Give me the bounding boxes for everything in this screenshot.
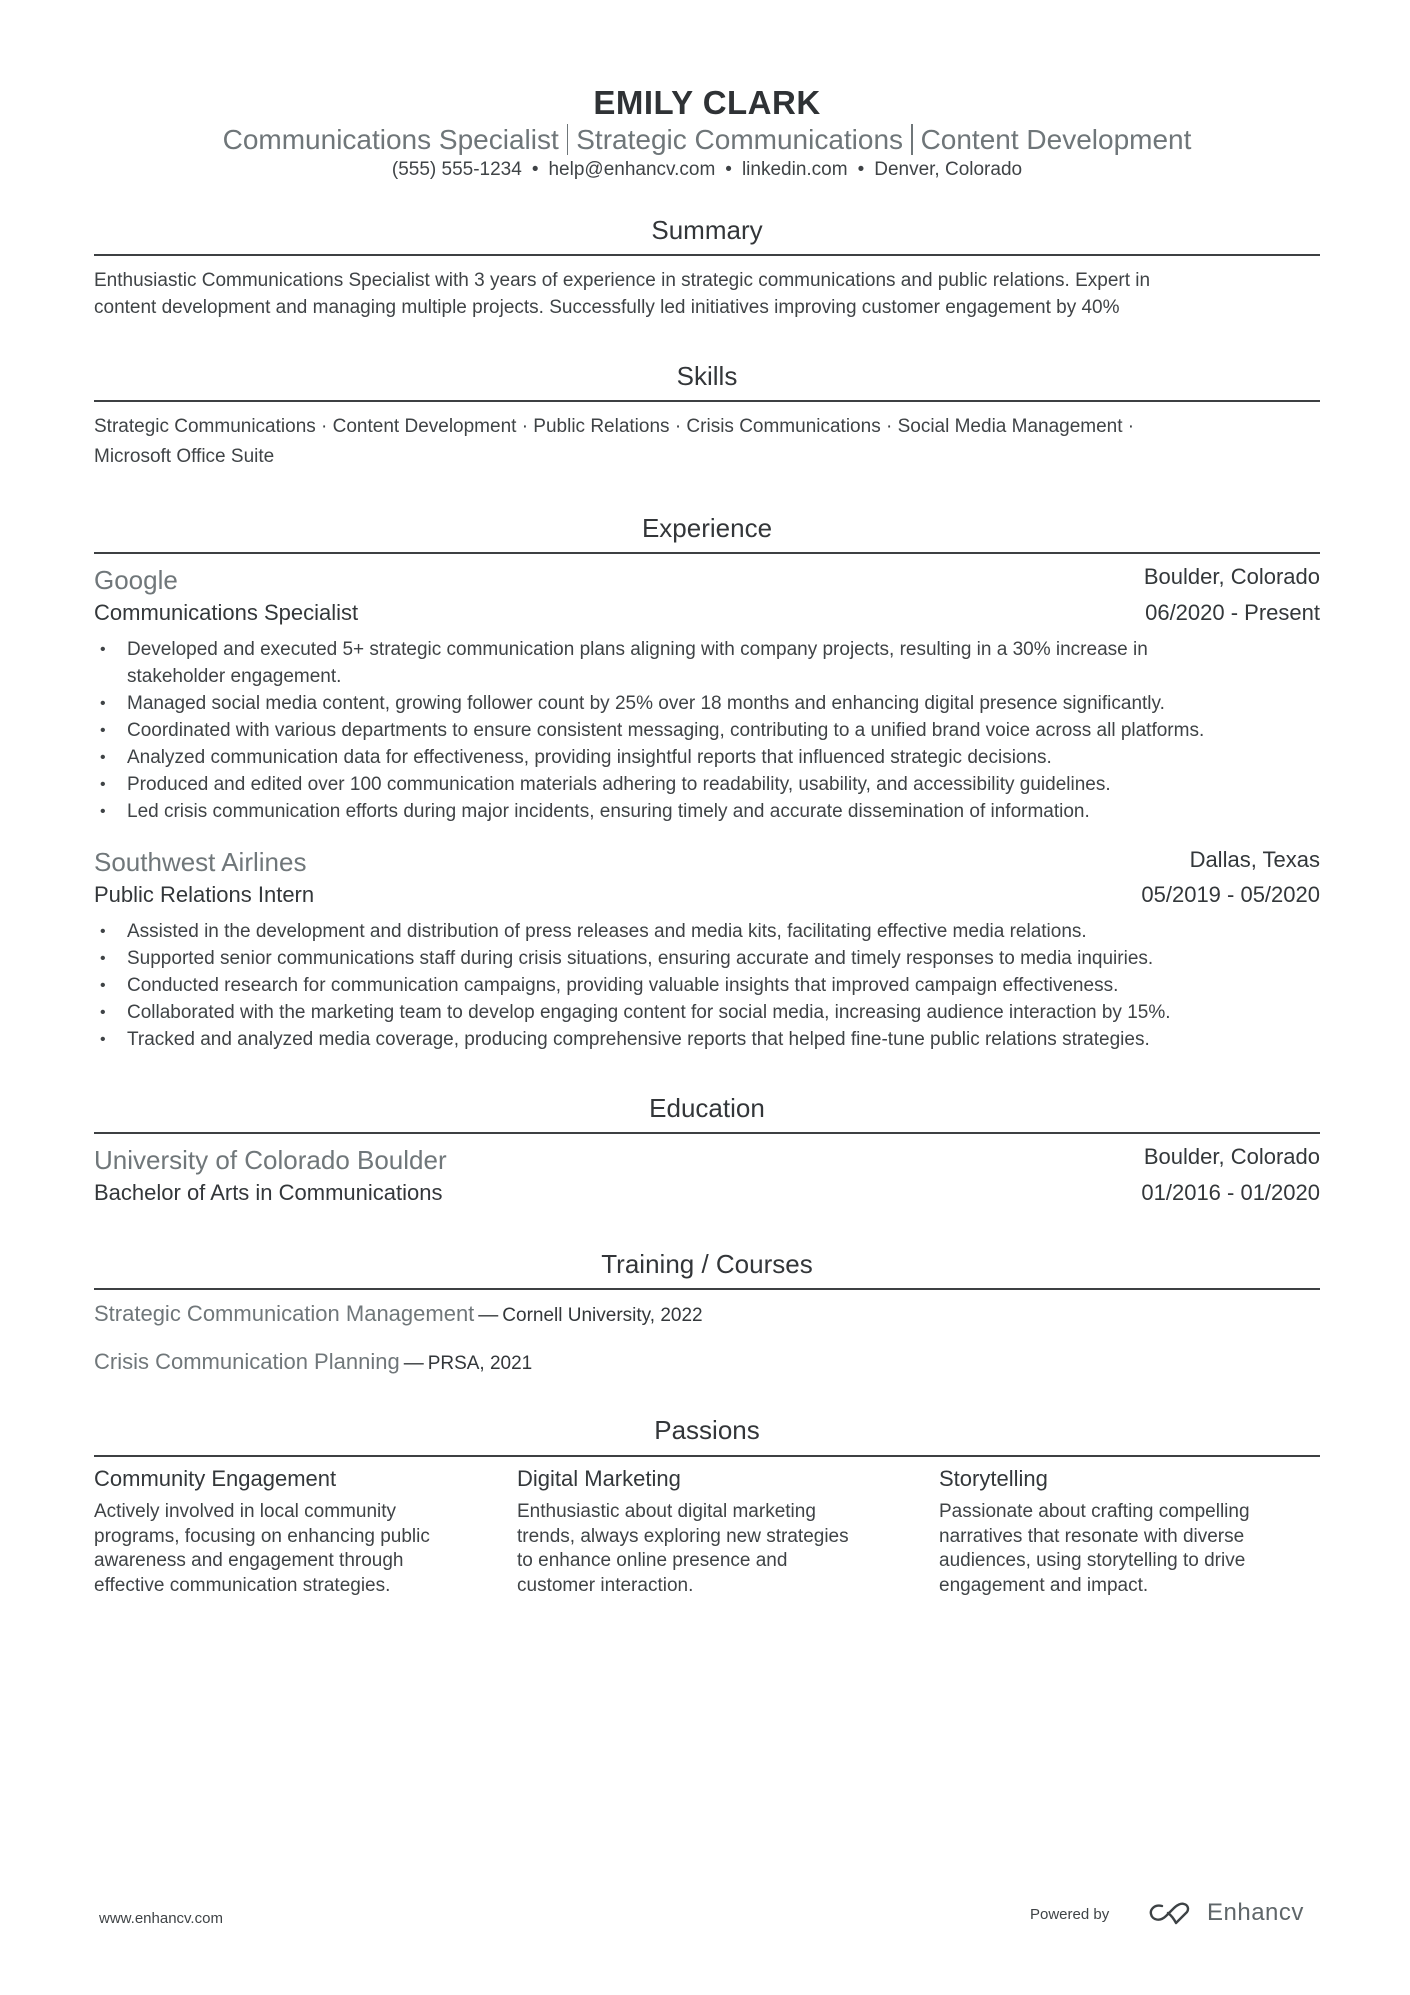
divider	[911, 124, 913, 155]
contact-linkedin[interactable]: linkedin.com	[741, 159, 848, 180]
contact-line	[94, 159, 1320, 181]
course-item	[94, 1301, 703, 1327]
course-institution: PRSA, 2021	[427, 1353, 533, 1374]
contact-email[interactable]: help@enhancv.com	[548, 159, 716, 180]
section-title-skills: Skills	[676, 361, 738, 391]
passion-item	[517, 1465, 917, 1598]
job-bullet: • Assisted in the development and distribution of press releases and media kits, facilitating effective media relations.	[94, 918, 1324, 945]
section-divider	[94, 552, 1320, 554]
course-item	[94, 1349, 532, 1375]
passion-title: Community Engagement	[94, 1466, 337, 1491]
job-bullet: • Analyzed communication data for effectiveness, providing insightful reports that influenced strategic decisions.	[94, 744, 1324, 771]
job-bullet: • Managed social media content, growing follower count by 25% over 18 months and enhancing digital presence significantly.	[94, 690, 1324, 717]
skills-list	[94, 412, 1320, 472]
course-name: Strategic Communication Management	[94, 1301, 475, 1326]
section-title-training: Training / Courses	[601, 1249, 813, 1279]
job-dates: 06/2020 - Present	[1145, 600, 1320, 625]
divider	[567, 124, 569, 155]
job-role: Communications Specialist	[94, 600, 359, 625]
summary-line: content development and managing multiple projects. Successfully led initiatives improving customer engagement by 40%	[94, 297, 1120, 318]
footer-website-link[interactable]: www.enhancv.com	[99, 1910, 223, 1927]
job-bullet: • Supported senior communications staff during crisis situations, ensuring accurate and timely responses to media inquiries.	[94, 945, 1324, 972]
job-bullet: • Coordinated with various departments to ensure consistent messaging, contributing to a unified brand voice across all platforms.	[94, 717, 1324, 744]
headline-titles	[94, 124, 1320, 156]
headline-title-2: Strategic Communications	[576, 124, 904, 155]
degree: Bachelor of Arts in Communications	[94, 1180, 443, 1205]
job-bullet: • Tracked and analyzed media coverage, producing comprehensive reports that helped fine-tune public relations strategies.	[94, 1026, 1324, 1053]
dash-separator: —	[478, 1304, 499, 1326]
skills-line: Microsoft Office Suite	[94, 446, 275, 467]
course-name: Crisis Communication Planning	[94, 1349, 400, 1374]
passion-title: Digital Marketing	[517, 1466, 681, 1491]
section-divider	[94, 254, 1320, 256]
job-bullets	[94, 636, 1324, 825]
passion-description: Actively involved in local community programs, focusing on enhancing public awareness and engagement through effective communication strategies.	[94, 1501, 430, 1596]
job-bullet: • Produced and edited over 100 communication materials adhering to readability, usability, and accessibility guidelines.	[94, 771, 1324, 798]
job-dates: 05/2019 - 05/2020	[1141, 882, 1320, 907]
powered-by-label: Powered by	[1030, 1906, 1110, 1923]
bullet-separator: •	[725, 159, 732, 180]
section-title-education: Education	[649, 1093, 765, 1123]
contact-phone: (555) 555-1234	[391, 159, 522, 180]
job-bullet: • Led crisis communication efforts during major incidents, ensuring timely and accurate dissemination of information.	[94, 798, 1324, 825]
dash-separator: —	[403, 1352, 424, 1374]
passion-item	[939, 1465, 1339, 1598]
contact-location: Denver, Colorado	[874, 159, 1023, 180]
school-location: Boulder, Colorado	[1143, 1144, 1320, 1169]
section-divider	[94, 1132, 1320, 1134]
education-dates: 01/2016 - 01/2020	[1141, 1180, 1320, 1205]
headline-title-1: Communications Specialist	[222, 124, 559, 155]
school-name: University of Colorado Boulder	[94, 1145, 447, 1175]
job-bullets	[94, 918, 1324, 1053]
job-bullet: • Conducted research for communication campaigns, providing valuable insights that improved campaign effectiveness.	[94, 972, 1324, 999]
company-name: Google	[94, 565, 178, 595]
job-location: Dallas, Texas	[1189, 847, 1320, 872]
passion-item	[94, 1465, 494, 1598]
course-institution: Cornell University, 2022	[502, 1305, 703, 1326]
section-divider	[94, 1455, 1320, 1457]
summary-line: Enthusiastic Communications Specialist with 3 years of experience in strategic communications and public relations. Expert in	[94, 270, 1151, 291]
job-bullet: • Developed and executed 5+ strategic communication plans aligning with company projects, resulting in a 30% increase in stakeholder engagement.	[94, 636, 1324, 690]
job-location: Boulder, Colorado	[1143, 564, 1320, 589]
enhancv-brand[interactable]: Enhancv	[1207, 1899, 1304, 1926]
passion-title: Storytelling	[939, 1466, 1048, 1491]
company-name: Southwest Airlines	[94, 847, 307, 877]
candidate-name: EMILY CLARK	[593, 84, 821, 121]
headline-title-3: Content Development	[920, 124, 1192, 155]
bullet-separator: •	[531, 159, 539, 180]
passion-description: Enthusiastic about digital marketing trends, always exploring new strategies to enhance online presence and customer interaction.	[517, 1501, 849, 1596]
job-role: Public Relations Intern	[94, 882, 315, 907]
section-title-summary: Summary	[651, 215, 763, 245]
job-bullet: • Collaborated with the marketing team to develop engaging content for social media, increasing audience interaction by 15%.	[94, 999, 1324, 1026]
passion-description: Passionate about crafting compelling narratives that resonate with diverse audiences, using storytelling to drive engagement and impact.	[939, 1501, 1250, 1596]
section-divider	[94, 1288, 1320, 1290]
summary-text	[94, 267, 1320, 321]
section-title-experience: Experience	[641, 513, 773, 543]
bullet-separator: •	[857, 159, 865, 180]
skills-line: Strategic Communications · Content Development · Public Relations · Crisis Communications · Social Media Management ·	[94, 416, 1135, 437]
enhancv-logo-icon	[1148, 1900, 1196, 1931]
section-title-passions: Passions	[654, 1415, 760, 1445]
section-divider	[94, 400, 1320, 402]
